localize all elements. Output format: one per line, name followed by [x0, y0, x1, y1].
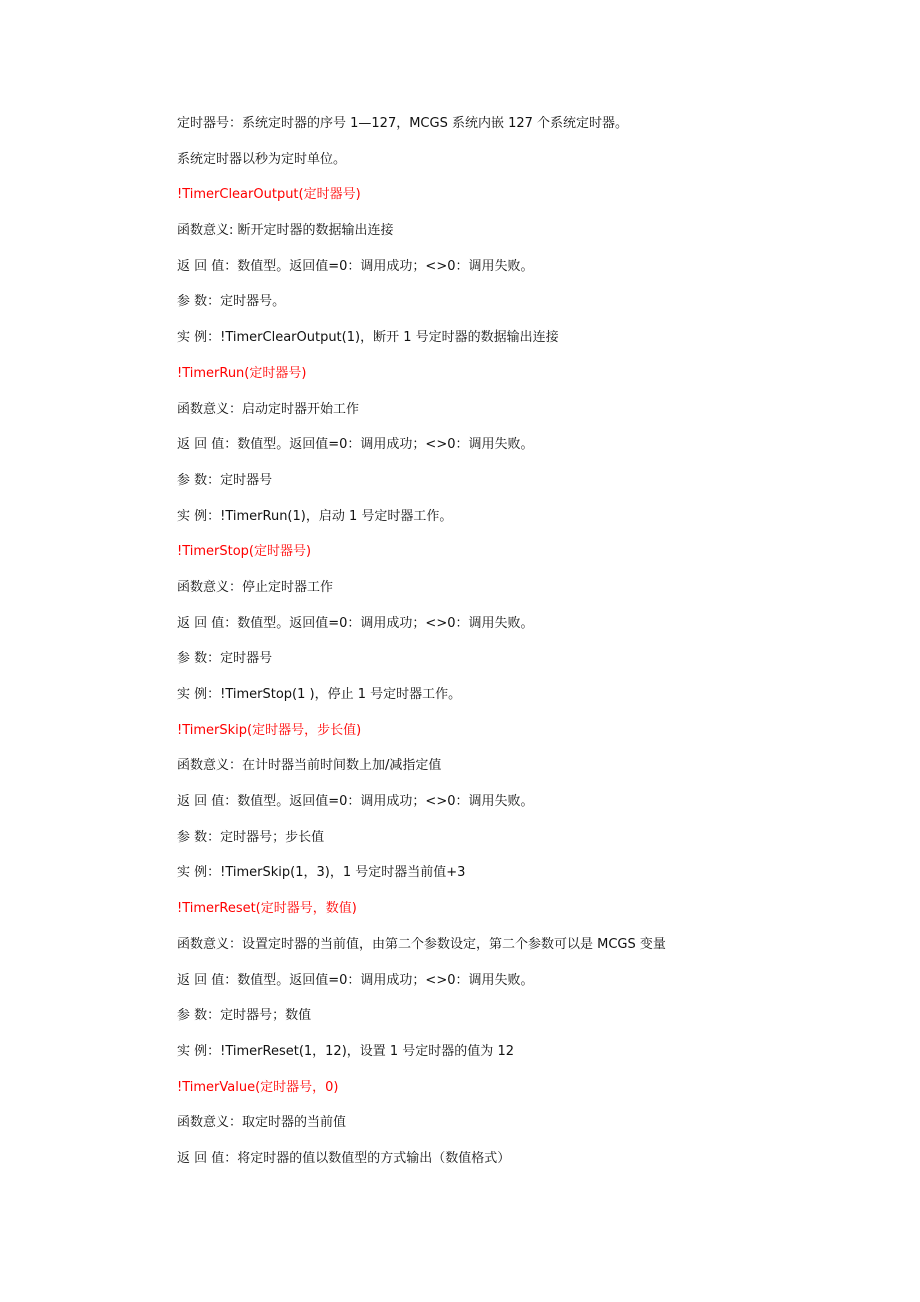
doc-line: 函数意义：停止定时器工作: [177, 579, 334, 595]
doc-line: 函数意义：在计时器当前时间数上加/减指定值: [177, 758, 442, 774]
doc-line: 函数意义：启动定时器开始工作: [177, 401, 360, 417]
doc-line: 函数意义：设置定时器的当前值，由第二个参数设定，第二个参数可以是 MCGS 变量: [177, 936, 666, 952]
doc-line: 函数意义: 断开定时器的数据输出连接: [177, 223, 394, 239]
function-heading: !TimerStop(定时器号): [177, 544, 312, 560]
doc-line: 定时器号：系统定时器的序号 1—127，MCGS 系统内嵌 127 个系统定时器。: [177, 116, 629, 131]
doc-line: 参 数：定时器号: [177, 651, 273, 667]
doc-line: 返 回 值：数值型。返回值=0：调用成功；<>0：调用失败。: [177, 437, 534, 453]
doc-line: 函数意义：取定时器的当前值: [177, 1115, 347, 1131]
doc-line: 实 例：!TimerReset(1，12)，设置 1 号定时器的值为 12: [177, 1043, 514, 1059]
function-heading: !TimerRun(定时器号): [177, 365, 307, 381]
doc-line: 返 回 值：将定时器的值以数值型的方式输出（数值格式）: [177, 1150, 511, 1166]
document-content: [177, 113, 877, 1184]
doc-line: 参 数：定时器号。: [177, 294, 286, 310]
doc-line: 系统定时器以秒为定时单位。: [177, 151, 347, 167]
doc-line: 返 回 值：数值型。返回值=0：调用成功；<>0：调用失败。: [177, 794, 534, 810]
doc-line: 返 回 值：数值型。返回值=0：调用成功；<>0：调用失败。: [177, 972, 534, 988]
function-heading: !TimerReset(定时器号，数值): [177, 901, 357, 917]
doc-line: 返 回 值：数值型。返回值=0：调用成功；<>0：调用失败。: [177, 258, 534, 274]
doc-line: 参 数：定时器号；步长值: [177, 829, 325, 845]
doc-line: 参 数：定时器号: [177, 472, 273, 488]
doc-line: 实 例：!TimerStop(1 )，停止 1 号定时器工作。: [177, 687, 462, 702]
doc-line: 返 回 值：数值型。返回值=0：调用成功；<>0：调用失败。: [177, 615, 534, 631]
function-heading: !TimerSkip(定时器号，步长值): [177, 722, 362, 738]
doc-line: 参 数：定时器号；数值: [177, 1008, 312, 1024]
doc-line: 实 例：!TimerSkip(1，3)，1 号定时器当前值+3: [177, 865, 466, 881]
doc-line: 实 例：!TimerRun(1)，启动 1 号定时器工作。: [177, 508, 453, 524]
function-heading: !TimerValue(定时器号，0): [177, 1079, 339, 1095]
function-heading: !TimerClearOutput(定时器号): [177, 187, 361, 203]
doc-line: 实 例：!TimerClearOutput(1)，断开 1 号定时器的数据输出连接: [177, 330, 559, 346]
